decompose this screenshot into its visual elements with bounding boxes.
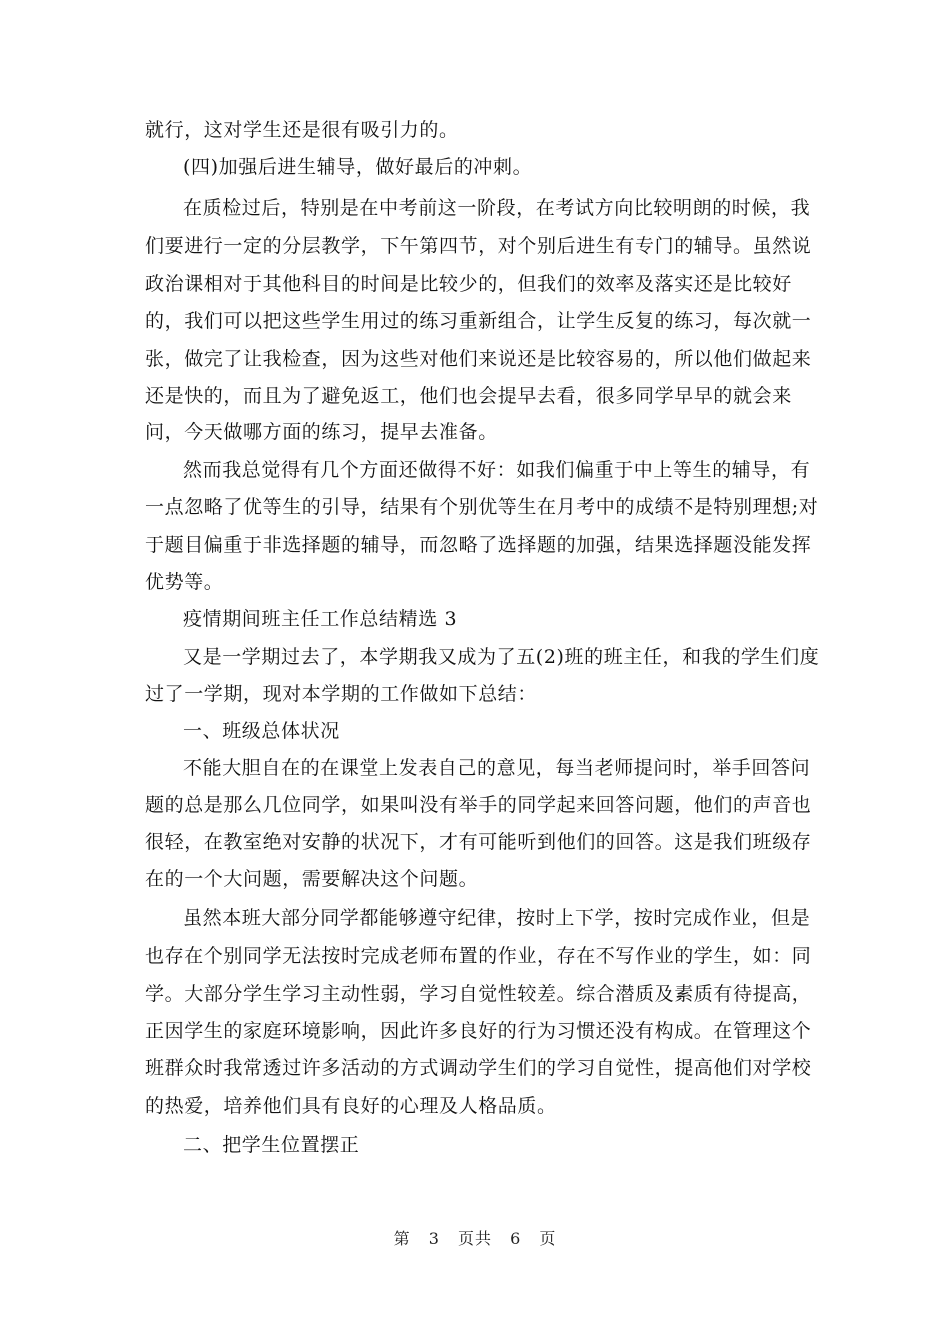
current-page-number: 3 bbox=[428, 1229, 440, 1248]
text-line: 优势等。 bbox=[145, 571, 224, 593]
page-footer bbox=[0, 1226, 950, 1249]
section-heading: 二、把学生位置摆正 bbox=[183, 1134, 360, 1156]
text-line: 的，我们可以把这些学生用过的练习重新组合，让学生反复的练习，每次就一 bbox=[145, 310, 812, 332]
text-line: 问，今天做哪方面的练习，提早去准备。 bbox=[145, 421, 498, 443]
footer-suffix: 页 bbox=[539, 1229, 557, 1248]
text-line: 一点忽略了优等生的引导，结果有个别优等生在月考中的成绩不是特别理想;对 bbox=[145, 496, 819, 518]
text-line: 于题目偏重于非选择题的辅导，而忽略了选择题的加强，结果选择题没能发挥 bbox=[145, 534, 812, 556]
text-line: 在质检过后，特别是在中考前这一阶段，在考试方向比较明朗的时候，我 bbox=[183, 197, 811, 219]
text-line: 题的总是那么几位同学，如果叫没有举手的同学起来回答问题，他们的声音也 bbox=[145, 794, 812, 816]
text-line: 很轻，在教室绝对安静的状况下，才有可能听到他们的回答。这是我们班级存 bbox=[145, 831, 812, 853]
text-line: 们要进行一定的分层教学，下午第四节，对个别后进生有专门的辅导。虽然说 bbox=[145, 235, 812, 257]
text-line: 正因学生的家庭环境影响，因此许多良好的行为习惯还没有构成。在管理这个 bbox=[145, 1020, 812, 1042]
text-line: 在的一个大问题，需要解决这个问题。 bbox=[145, 868, 479, 890]
section-heading: 一、班级总体状况 bbox=[183, 720, 340, 742]
text-line: 张，做完了让我检查，因为这些对他们来说还是比较容易的，所以他们做起来 bbox=[145, 348, 812, 370]
footer-prefix: 第 bbox=[393, 1229, 411, 1248]
text-line: 不能大胆自在的在课堂上发表自己的意见，每当老师提问时，举手回答问 bbox=[183, 757, 811, 779]
text-line: 政治课相对于其他科目的时间是比较少的，但我们的效率及落实还是比较好 bbox=[145, 273, 792, 295]
footer-middle: 页共 bbox=[457, 1229, 492, 1248]
text-line: 就行，这对学生还是很有吸引力的。 bbox=[145, 119, 459, 141]
text-line: 还是快的，而且为了避免返工，他们也会提早去看，很多同学早早的就会来 bbox=[145, 385, 792, 407]
text-line: 过了一学期，现对本学期的工作做如下总结： bbox=[145, 683, 538, 705]
section-heading: 疫情期间班主任工作总结精选 3 bbox=[183, 608, 458, 630]
text-line: 也存在个别同学无法按时完成老师布置的作业，存在不写作业的学生，如：同 bbox=[145, 945, 812, 967]
text-line: 的热爱，培养他们具有良好的心理及人格品质。 bbox=[145, 1095, 557, 1117]
text-line: 虽然本班大部分同学都能够遵守纪律，按时上下学，按时完成作业，但是 bbox=[183, 907, 811, 929]
text-line: 班群众时我常透过许多活动的方式调动学生们的学习自觉性，提高他们对学校 bbox=[145, 1057, 812, 1079]
text-line: 又是一学期过去了，本学期我又成为了五(2)班的班主任，和我的学生们度 bbox=[183, 646, 820, 668]
text-line: 学。大部分学生学习主动性弱，学习自觉性较差。综合潜质及素质有待提高， bbox=[145, 983, 812, 1005]
text-line: (四)加强后进生辅导，做好最后的冲刺。 bbox=[183, 156, 533, 178]
text-line: 然而我总觉得有几个方面还做得不好：如我们偏重于中上等生的辅导，有 bbox=[183, 459, 811, 481]
total-page-count: 6 bbox=[510, 1229, 522, 1248]
